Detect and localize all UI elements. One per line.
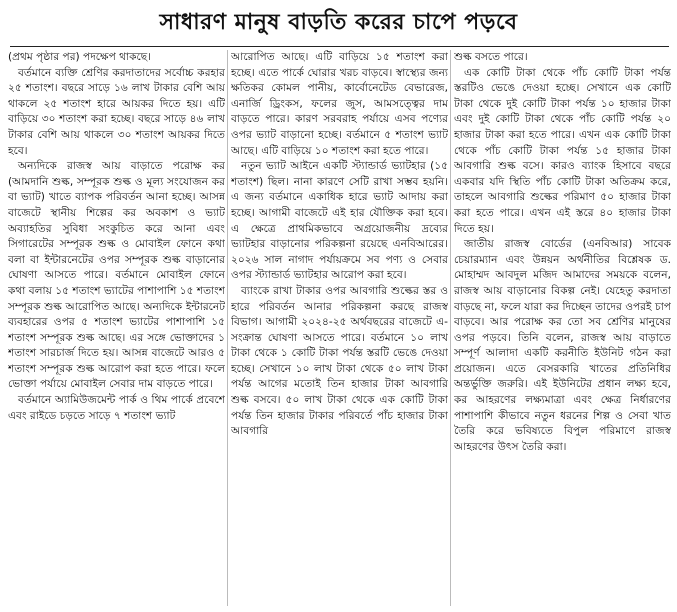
paragraph: এক কোটি টাকা থেকে পাঁচ কোটি টাকা পর্যন্ত স্তরটিও ভেঙে দেওয়া হচ্ছে। সেখানে এক কোটি টাকা থেকে দুই কোটি টাকা পর্যন্ত ১০ হাজার টাকা এবং দুই কোটি টাকা থেকে পাঁচ কোটি পর্যন্ত ২০ হাজার টাকা করা হতে পারে। এখন এক কোটি টাকা থেকে পাঁচ কোটি টাকা পর্যন্ত ১৫ হাজার টাকা আবগারি শুল্ক বসে। কারও ব্যাংক হিসাবে বছরে একবার যদি স্থিতি পাঁচ কোটি টাকা অতিক্রম করে, তাহলে আবগারি শুল্কের পরিমাণ ৫০ হাজার টাকা করা হতে পারে। এখন এই স্তরে ৪০ হাজার টাকা দিতে হয়। — [454, 66, 671, 235]
paragraph: শুল্ক বসতে পারে। — [454, 51, 528, 63]
column-1 — [8, 50, 225, 608]
paragraph: ব্যাংকে রাখা টাকার ওপর আবগারি শুল্কের স্তর ও হারে পরিবর্তন আনার পরিকল্পনা করছে রাজস্ব বিভাগ। আগামী ২০২৪-২৫ অর্থবছরের বাজেটে এ-সংক্রান্ত ঘোষণা আসতে পারে। বর্তমানে ১০ লাখ টাকা থেকে ১ কোটি টাকা পর্যন্ত স্তরটি ভেঙে দেওয়া হচ্ছে। সেখানে ১০ লাখ টাকা থেকে ৫০ লাখ টাকা পর্যন্ত আগের মতোই তিন হাজার টাকা আবগারি শুল্ক বসবে। ৫০ লাখ টাকা থেকে এক কোটি টাকা পর্যন্ত তিন হাজার টাকার পরিবর্তে পাঁচ হাজার টাকা আবগারি — [231, 284, 448, 438]
paragraph: বর্তমানে অ্যামিউজমেন্ট পার্ক ও থিম পার্কে প্রবেশে এবং রাইডে চড়তে সাড়ে ৭ শতাংশ ভ্যাট — [8, 394, 225, 422]
paragraph: বর্তমানে ব্যক্তি শ্রেণির করদাতাদের সর্বোচ্চ করহার ২৫ শতাংশ। বছরে সাড়ে ১৬ লাখ টাকার বেশি আয় থাকলে ২৫ শতাংশ হারে আয়কর দিতে হয়। এটি বাড়িয়ে ৩০ শতাংশ করা হচ্ছে। বছরে সাড়ে ৪৬ লাখ টাকার বেশি আয় থাকলে ৩০ শতাংশ আয়কর দিতে হবে। — [8, 66, 225, 157]
column-2 — [231, 50, 448, 608]
paragraph: (প্রথম পৃষ্ঠার পর) পদক্ষেপ থাকছে। — [8, 51, 151, 63]
headline-rule — [10, 46, 669, 47]
article-body — [8, 50, 671, 608]
headline-area — [0, 0, 677, 46]
headline: সাধারণ মানুষ বাড়তি করের চাপে পড়বে — [159, 8, 518, 35]
paragraph: জাতীয় রাজস্ব বোর্ডের (এনবিআর) সাবেক চেয়ারম্যান এবং উন্নয়ন অর্থনীতির বিশ্লেষক ড. মোহাম্মদ আবদুল মজিদ আমাদের সময়কে বলেন, রাজস্ব আয় বাড়ানোর বিকল্প নেই। যেহেতু করদাতা বাড়ছে না, ফলে যারা কর দিচ্ছেন তাদের ওপরই চাপ বাড়বে। আর পরোক্ষ কর তো সব শ্রেণির মানুষের ওপর পড়বে। তিনি বলেন, রাজস্ব আয় বাড়াতে সম্পূর্ণ আলাদা একটি করনীতি ইউনিট গঠন করা প্রয়োজন। এতে বেসরকারি খাতের প্রতিনিধির অন্তর্ভুক্তি জরুরি। এই ইউনিটের প্রধান লক্ষ্য হবে, কর আহরণের লক্ষ্যমাত্রা এবং ক্ষেত্র নির্ধারণের পাশাপাশি কীভাবে নতুন ধরনের শিল্প ও সেবা খাত তৈরি করে ভবিষ্যতে বিপুল পরিমাণে রাজস্ব আহরণের উৎস তৈরি করা। — [454, 238, 671, 453]
column-3 — [454, 50, 671, 608]
paragraph: অন্যদিকে রাজস্ব আয় বাড়াতে পরোক্ষ কর (আমদানি শুল্ক, সম্পূরক শুল্ক ও মূল্য সংযোজন কর বা ভ্যাট) খাতে ব্যাপক পরিবর্তন আনা হচ্ছে। আসন্ন বাজেটে স্থানীয় শিল্পের কর অবকাশ ও ভ্যাট অব্যাহতির সুবিধা সংকুচিত করে আনা এবং সিগারেটের সম্পূরক শুল্ক ও মোবাইল ফোনে কথা বলা বা ইন্টারনেটের ওপর সম্পূরক শুল্ক বাড়ানোর ঘোষণা আসতে পারে। বর্তমানে মোবাইল ফোনে কথা বলায় ১৫ শতাংশ ভ্যাটের পাশাপাশি ১৫ শতাংশ সম্পূরক শুল্ক আরোপিত আছে। অন্যদিকে ইন্টারনেট ব্যবহারের ওপর ৫ শতাংশ ভ্যাটের পাশাপাশি ১৫ শতাংশ সম্পূরক শুল্ক আছে। এর সঙ্গে ভোক্তাদের ১ শতাংশ সারচার্জ দিতে হয়। আসন্ন বাজেটে আরও ৫ শতাংশ সম্পূরক শুল্ক আরোপ করা হতে পারে। ফলে ভোক্তা পর্যায়ে মোবাইল সেবার দাম বাড়তে পারে। — [8, 160, 225, 391]
paragraph: নতুন ভ্যাট আইনে একটি স্ট্যান্ডার্ড ভ্যাটহার (১৫ শতাংশ) ছিল। নানা কারণে সেটি রাখা সম্ভব হয়নি। এ জন্য বর্তমানে একাধিক হারে ভ্যাট আদায় করা হচ্ছে। আগামী বাজেটে এই হার যৌক্তিক করা হবে। এ ক্ষেত্রে প্রাথমিকভাবে অগ্রয়োজনীয় দ্রব্যের ভ্যাটহার বাড়ানোর পরিকল্পনা রয়েছে এনবিআরের। ২০২৬ সাল নাগাদ পর্যায়ক্রমে সব পণ্য ও সেবার ওপর স্ট্যান্ডার্ড ভ্যাটহার আরোপ করা হবে। — [231, 160, 448, 282]
paragraph: আরোপিত আছে। এটি বাড়িয়ে ১৫ শতাংশ করা হচ্ছে। এতে পার্কে ঘোরার খরচ বাড়বে। স্বাস্থ্যের জন্য ক্ষতিকর কোমল পানীয়, কার্বোনেটেড বেভারেজ, এনার্জি ড্রিংকস, ফলের জুস, আমসত্ত্বের দাম বাড়তে পারে। কারণ সরবরাহ পর্যায়ে এসব পণ্যের ওপর ভ্যাট বাড়ানো হচ্ছে। বর্তমানে ৫ শতাংশ ভ্যাট আছে। এটি বাড়িয়ে ১০ শতাংশ করা হতে পারে। — [231, 51, 448, 157]
